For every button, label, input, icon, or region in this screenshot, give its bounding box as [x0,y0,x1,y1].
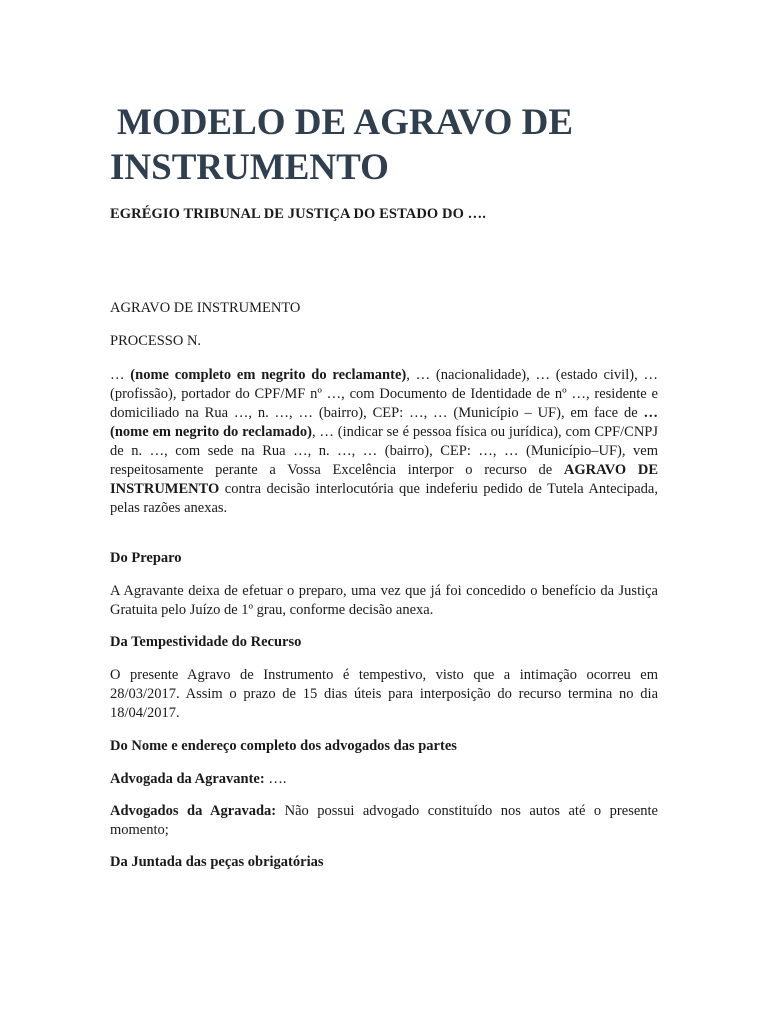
tempestividade-heading: Da Tempestividade do Recurso [110,634,302,650]
claimant-name: (nome completo em negrito do reclamante) [130,367,407,383]
document-title [110,100,670,190]
intro-paragraph [110,366,658,518]
processo-label: PROCESSO N. [110,333,202,349]
intro-text-3: , … (indicar se é pessoa física ou jurídica), com CPF/CNPJ de n. …, com sede na Rua …, n. …, … (bairro), CEP: …, … (Município–UF), vem respeitosamente perante a Vossa Excelência interpor o recurso de [110,424,658,478]
respondent-name: … (nome em negrito do reclamado) [110,405,658,440]
intro-text-1: … [110,367,131,383]
preparo-heading: Do Preparo [110,550,182,566]
title-line-1: MODELO DE AGRAVO DE [117,102,573,143]
intro-text-4: contra decisão interlocutória que indeferiu pedido de Tutela Antecipada, pelas razões anexas. [110,481,658,516]
advogada-label: Advogada da Agravante: [110,771,265,787]
advogados-heading: Do Nome e endereço completo dos advogados das partes [110,738,457,754]
juntada-heading: Da Juntada das peças obrigatórias [110,854,324,870]
court-address: EGRÉGIO TRIBUNAL DE JUSTIÇA DO ESTADO DO …. [110,206,487,222]
tempestividade-paragraph: O presente Agravo de Instrumento é tempestivo, visto que a intimação ocorreu em 28/03/2017. Assim o prazo de 15 dias úteis para interposição do recurso termina no dia 18/04/2017. [110,667,658,721]
advogados-value: Não possui advogado constituído nos autos até o presente momento; [110,803,658,838]
appeal-type: AGRAVO DE INSTRUMENTO [110,462,658,497]
advogados-label: Advogados da Agravada: [110,803,277,819]
advogada-value: …. [264,771,287,787]
agravo-label: AGRAVO DE INSTRUMENTO [110,300,301,316]
preparo-paragraph: A Agravante deixa de efetuar o preparo, uma vez que já foi concedido o benefício da Justiça Gratuita pelo Juízo de 1º grau, conforme decisão anexa. [110,583,658,618]
advogados-line [110,802,658,840]
title-line-2: INSTRUMENTO [110,147,389,188]
intro-text-2: , … (nacionalidade), … (estado civil), … (profissão), portador do CPF/MF nº …, com Documento de Identidade de nº …, residente e domiciliado na Rua …, n. …, … (bairro), CEP: …, … (Município – UF), em face de [110,367,658,421]
advogada-line [110,770,658,789]
